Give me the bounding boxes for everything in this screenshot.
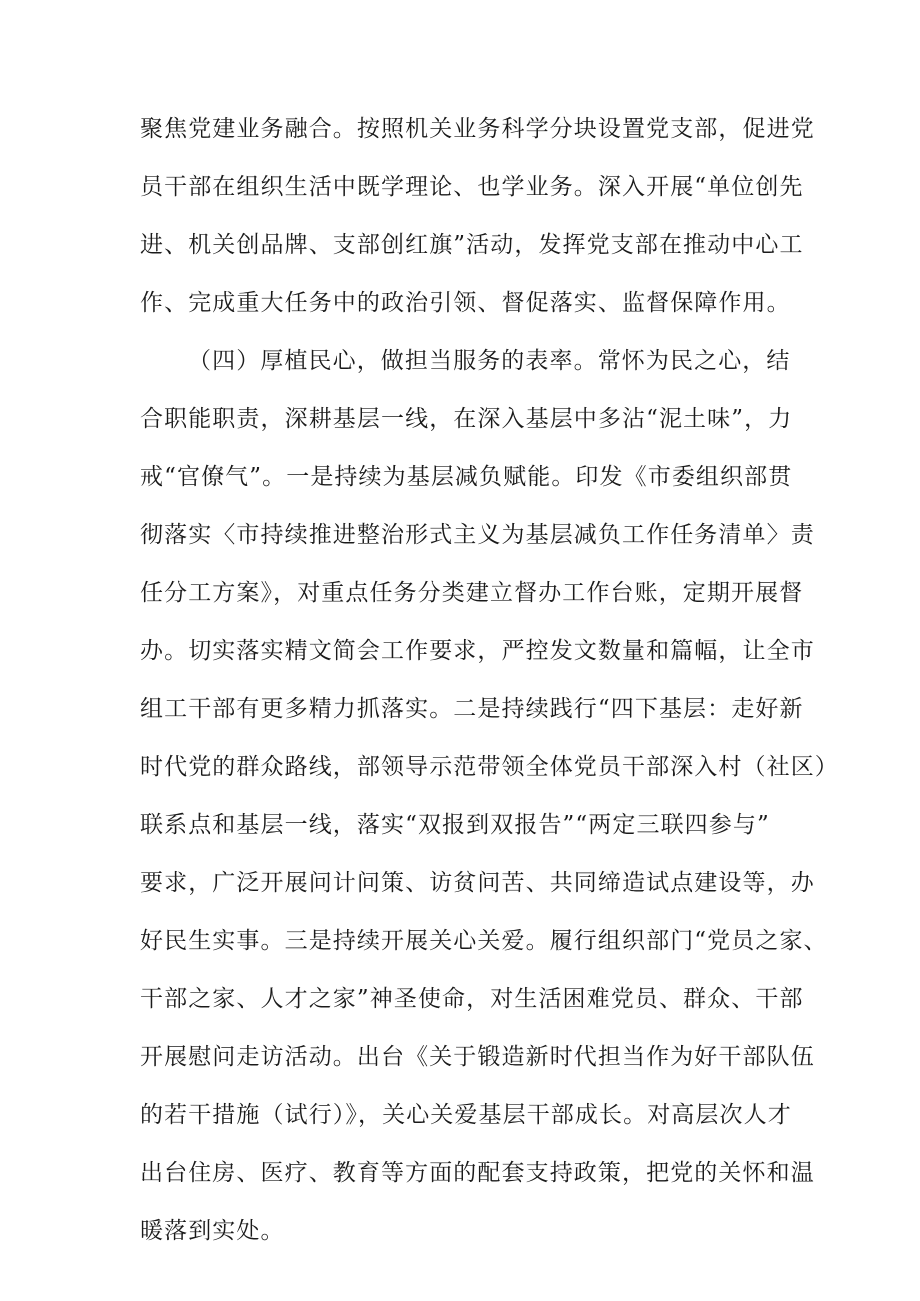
paragraph-line: 出台住房、医疗、教育等方面的配套支持政策，把党的关怀和温 xyxy=(140,1160,815,1186)
paragraph-line: 员干部在组织生活中既学理论、也学业务。深入开展“单位创先 xyxy=(140,174,804,200)
paragraph-line: 合职能职责，深耕基层一线，在深入基层中多沾“泥土味”，力 xyxy=(140,406,793,432)
paragraph-line: 的若干措施（试行）》，关心关爱基层干部成长。对高层次人才 xyxy=(140,1102,792,1128)
paragraph-line: 作、完成重大任务中的政治引领、督促落实、监督保障作用。 xyxy=(140,290,791,316)
section-heading-line: （四）厚植民心，做担当服务的表率。常怀为民之心，结 xyxy=(188,348,791,374)
paragraph-line: 暖落到实处。 xyxy=(140,1218,285,1244)
paragraph-line: 办。切实落实精文简会工作要求，严控发文数量和篇幅，让全市 xyxy=(140,638,815,664)
paragraph-line: 进、机关创品牌、支部创红旗”活动，发挥党支部在推动中心工 xyxy=(140,232,804,258)
paragraph-line: 任分工方案》，对重点任务分类建立督办工作台账，定期开展督 xyxy=(140,580,804,606)
paragraph-line: 干部之家、人才之家”神圣使命，对生活困难党员、群众、干部 xyxy=(140,986,804,1012)
paragraph-line: 好民生实事。三是持续开展关心关爱。履行组织部门“党员之家、 xyxy=(140,928,828,954)
paragraph-line: 联系点和基层一线，落实“双报到双报告”“两定三联四参与” xyxy=(140,812,770,838)
paragraph-line: 戒“官僚气”。一是持续为基层减负赋能。印发《市委组织部贯 xyxy=(140,464,793,490)
paragraph-line: 聚焦党建业务融合。按照机关业务科学分块设置党支部，促进党 xyxy=(140,116,815,142)
paragraph-line: 要求，广泛开展问计问策、访贫问苦、共同缔造试点建设等，办 xyxy=(140,870,815,896)
paragraph-line: 时代党的群众路线，部领导示范带领全体党员干部深入村（社区） xyxy=(140,754,839,780)
paragraph-line: 开展慰问走访活动。出台《关于锻造新时代担当作为好干部队伍 xyxy=(140,1044,815,1070)
paragraph-line: 组工干部有更多精力抓落实。二是持续践行“四下基层：走好新 xyxy=(140,696,804,722)
paragraph-line: 彻落实〈市持续推进整治形式主义为基层减负工作任务清单〉责 xyxy=(140,522,815,548)
